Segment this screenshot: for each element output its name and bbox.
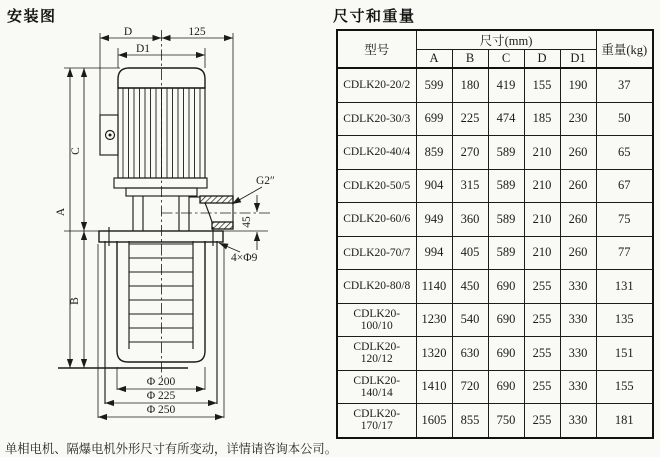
- value-cell: 405: [452, 236, 488, 270]
- value-cell: 67: [596, 169, 653, 203]
- value-cell: 315: [452, 169, 488, 203]
- value-cell: 750: [488, 404, 524, 438]
- value-cell: 949: [416, 203, 452, 237]
- value-cell: 255: [524, 337, 560, 371]
- value-cell: 330: [560, 270, 596, 304]
- value-cell: 155: [524, 68, 560, 102]
- model-cell: CDLK20-170/17: [337, 404, 416, 438]
- table-title: 尺寸和重量: [333, 8, 416, 25]
- value-cell: 135: [596, 303, 653, 337]
- value-cell: 185: [524, 102, 560, 136]
- value-cell: 1140: [416, 270, 452, 304]
- model-cell: CDLK20-60/6: [337, 203, 416, 237]
- dimensions-weight-table: [336, 29, 654, 439]
- value-cell: 699: [416, 102, 452, 136]
- value-cell: 155: [596, 370, 653, 404]
- value-cell: 77: [596, 236, 653, 270]
- dim-label-b: B: [69, 297, 81, 305]
- dim-label-d: D: [123, 26, 133, 38]
- pump-barrel: [58, 241, 224, 418]
- model-cell: CDLK20-100/10: [337, 303, 416, 337]
- value-cell: 690: [488, 270, 524, 304]
- discharge-port: [189, 196, 233, 229]
- table-row: [337, 136, 653, 170]
- col-header-weight: 重量(kg): [596, 30, 653, 68]
- value-cell: 690: [488, 370, 524, 404]
- value-cell: 330: [560, 303, 596, 337]
- model-cell: CDLK20-40/4: [337, 136, 416, 170]
- value-cell: 994: [416, 236, 452, 270]
- table-row: [337, 270, 653, 304]
- value-cell: 859: [416, 136, 452, 170]
- value-cell: 230: [560, 102, 596, 136]
- table-row: [337, 337, 653, 371]
- value-cell: 210: [524, 236, 560, 270]
- value-cell: 589: [488, 236, 524, 270]
- pump-head: [133, 196, 189, 231]
- model-cell: CDLK20-30/3: [337, 102, 416, 136]
- value-cell: 260: [560, 136, 596, 170]
- value-cell: 270: [452, 136, 488, 170]
- col-header-model: 型号: [337, 30, 416, 68]
- table-row: [337, 404, 653, 438]
- value-cell: 1230: [416, 303, 452, 337]
- model-cell: CDLK20-140/14: [337, 370, 416, 404]
- dim-label-c: C: [70, 147, 82, 155]
- col-header-c: C: [488, 50, 524, 69]
- value-cell: 210: [524, 169, 560, 203]
- value-cell: 589: [488, 169, 524, 203]
- value-cell: 330: [560, 337, 596, 371]
- motor-flange: [114, 178, 207, 188]
- value-cell: 75: [596, 203, 653, 237]
- dim-label-phi200: Φ 200: [146, 376, 176, 388]
- value-cell: 255: [524, 270, 560, 304]
- value-cell: 210: [524, 203, 560, 237]
- value-cell: 1605: [416, 404, 452, 438]
- value-cell: 181: [596, 404, 653, 438]
- value-cell: 720: [452, 370, 488, 404]
- value-cell: 330: [560, 370, 596, 404]
- col-header-dims-group: 尺寸(mm): [416, 30, 596, 50]
- table-row: [337, 203, 653, 237]
- value-cell: 180: [452, 68, 488, 102]
- port-thread-label: G2″: [256, 175, 275, 187]
- table-row: [337, 303, 653, 337]
- motor-outline: [100, 68, 207, 196]
- footer-note: 单相电机、隔爆电机外形尺寸有所变动，详情请咨询本公司。: [5, 442, 338, 457]
- model-cell: CDLK20-20/2: [337, 68, 416, 102]
- col-header-d: D: [524, 50, 560, 69]
- value-cell: 904: [416, 169, 452, 203]
- table-row: [337, 236, 653, 270]
- dim-label-45: 45: [241, 216, 253, 228]
- table-row: [337, 102, 653, 136]
- value-cell: 855: [452, 404, 488, 438]
- value-cell: 225: [452, 102, 488, 136]
- value-cell: 190: [560, 68, 596, 102]
- mount-holes-label: 4×Φ9: [231, 252, 258, 264]
- value-cell: 1410: [416, 370, 452, 404]
- value-cell: 260: [560, 169, 596, 203]
- table-row: [337, 169, 653, 203]
- value-cell: 65: [596, 136, 653, 170]
- value-cell: 131: [596, 270, 653, 304]
- diagram-title: 安装图: [7, 8, 57, 25]
- value-cell: 260: [560, 236, 596, 270]
- col-header-d1: D1: [560, 50, 596, 69]
- dim-label-a: A: [55, 207, 67, 217]
- value-cell: 419: [488, 68, 524, 102]
- model-cell: CDLK20-120/12: [337, 337, 416, 371]
- col-header-b: B: [452, 50, 488, 69]
- value-cell: 151: [596, 337, 653, 371]
- value-cell: 255: [524, 303, 560, 337]
- value-cell: 589: [488, 203, 524, 237]
- col-header-a: A: [416, 50, 452, 69]
- value-cell: 210: [524, 136, 560, 170]
- value-cell: 450: [452, 270, 488, 304]
- dim-label-phi250: Φ 250: [146, 404, 176, 416]
- dim-label-125: 125: [188, 26, 206, 38]
- value-cell: 260: [560, 203, 596, 237]
- dimension-top: [100, 26, 233, 197]
- value-cell: 50: [596, 102, 653, 136]
- model-cell: CDLK20-70/7: [337, 236, 416, 270]
- value-cell: 37: [596, 68, 653, 102]
- value-cell: 330: [560, 404, 596, 438]
- value-cell: 690: [488, 303, 524, 337]
- value-cell: 599: [416, 68, 452, 102]
- value-cell: 589: [488, 136, 524, 170]
- value-cell: 540: [452, 303, 488, 337]
- model-cell: CDLK20-80/8: [337, 270, 416, 304]
- value-cell: 255: [524, 404, 560, 438]
- value-cell: 630: [452, 337, 488, 371]
- value-cell: 255: [524, 370, 560, 404]
- value-cell: 474: [488, 102, 524, 136]
- dimension-left: [55, 68, 120, 368]
- table-row: [337, 370, 653, 404]
- dim-label-phi225: Φ 225: [146, 390, 176, 402]
- dim-label-d1: D1: [135, 43, 151, 55]
- value-cell: 1320: [416, 337, 452, 371]
- value-cell: 690: [488, 337, 524, 371]
- value-cell: 360: [452, 203, 488, 237]
- model-cell: CDLK20-50/5: [337, 169, 416, 203]
- table-row: [337, 68, 653, 102]
